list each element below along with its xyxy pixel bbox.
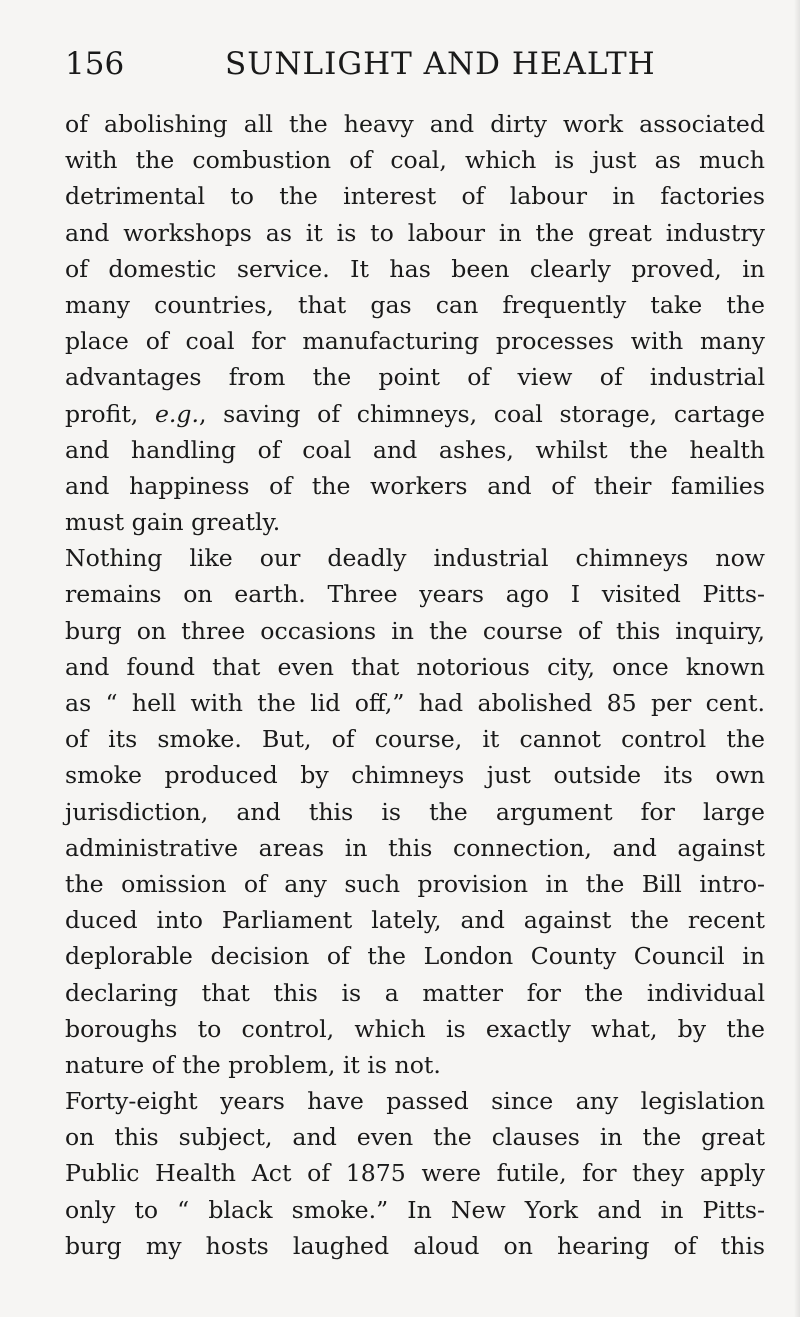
- text-line: of its smoke. But, of course, it cannot control the: [65, 725, 765, 754]
- text-line: of abolishing all the heavy and dirty work associated: [65, 110, 765, 138]
- text-line: only to “ black smoke.” In New York and in Pitts-: [65, 1195, 765, 1224]
- text-line: Forty-eight years have passed since any legislation: [65, 1087, 765, 1116]
- text-line: Public Health Act of 1875 were futile, for they apply: [65, 1159, 765, 1188]
- text-line: boroughs to control, which is exactly what, by the: [65, 1014, 765, 1043]
- text-line: many countries, that gas can frequently take the: [65, 290, 765, 319]
- text-line: with the combustion of coal, which is just as much: [65, 146, 765, 175]
- text-line: Nothing like our deadly industrial chimneys now: [65, 544, 765, 573]
- page-number: 156: [65, 46, 125, 82]
- text-line: place of coal for manufacturing processes with many: [65, 327, 765, 356]
- text-line: and happiness of the workers and of their families: [65, 471, 765, 500]
- text-line: administrative areas in this connection, and against: [65, 833, 765, 862]
- text-line: remains on earth. Three years ago I visited Pitts-: [65, 580, 765, 609]
- text-line: burg on three occasions in the course of this inquiry,: [65, 616, 765, 645]
- text-line: the omission of any such provision in the Bill intro-: [65, 869, 765, 898]
- page-header: [65, 46, 765, 96]
- page-edge-shadow: [794, 0, 800, 1317]
- text-line: as “ hell with the lid off,” had abolished 85 per cent.: [65, 689, 765, 717]
- text-line: jurisdiction, and this is the argument for large: [65, 797, 765, 826]
- text-line: profit, e.g., saving of chimneys, coal storage, cartage: [65, 399, 765, 428]
- text-line: deplorable decision of the London County Council in: [65, 942, 765, 971]
- text-line: advantages from the point of view of industrial: [65, 363, 765, 392]
- text-line: must gain greatly.: [65, 508, 281, 537]
- text-line: of domestic service. It has been clearly proved, in: [65, 254, 765, 283]
- text-line: burg my hosts laughed aloud on hearing of this: [65, 1231, 765, 1260]
- text-line: smoke produced by chimneys just outside its own: [65, 761, 765, 790]
- italic-abbreviation: e.g.: [154, 399, 200, 428]
- text-line: detrimental to the interest of labour in factories: [65, 182, 765, 211]
- text-line: declaring that this is a matter for the individual: [65, 978, 765, 1007]
- text-line: and workshops as it is to labour in the great industry: [65, 218, 765, 247]
- text-line: nature of the problem, it is not.: [65, 1050, 441, 1079]
- running-title: SUNLIGHT AND HEALTH: [225, 46, 656, 82]
- body-text: [65, 106, 765, 1264]
- text-line: and found that even that notorious city, once known: [65, 652, 765, 681]
- text-line: and handling of coal and ashes, whilst the health: [65, 435, 765, 464]
- text-line: duced into Parliament lately, and against the recent: [65, 906, 765, 935]
- text-line: on this subject, and even the clauses in the great: [65, 1123, 765, 1152]
